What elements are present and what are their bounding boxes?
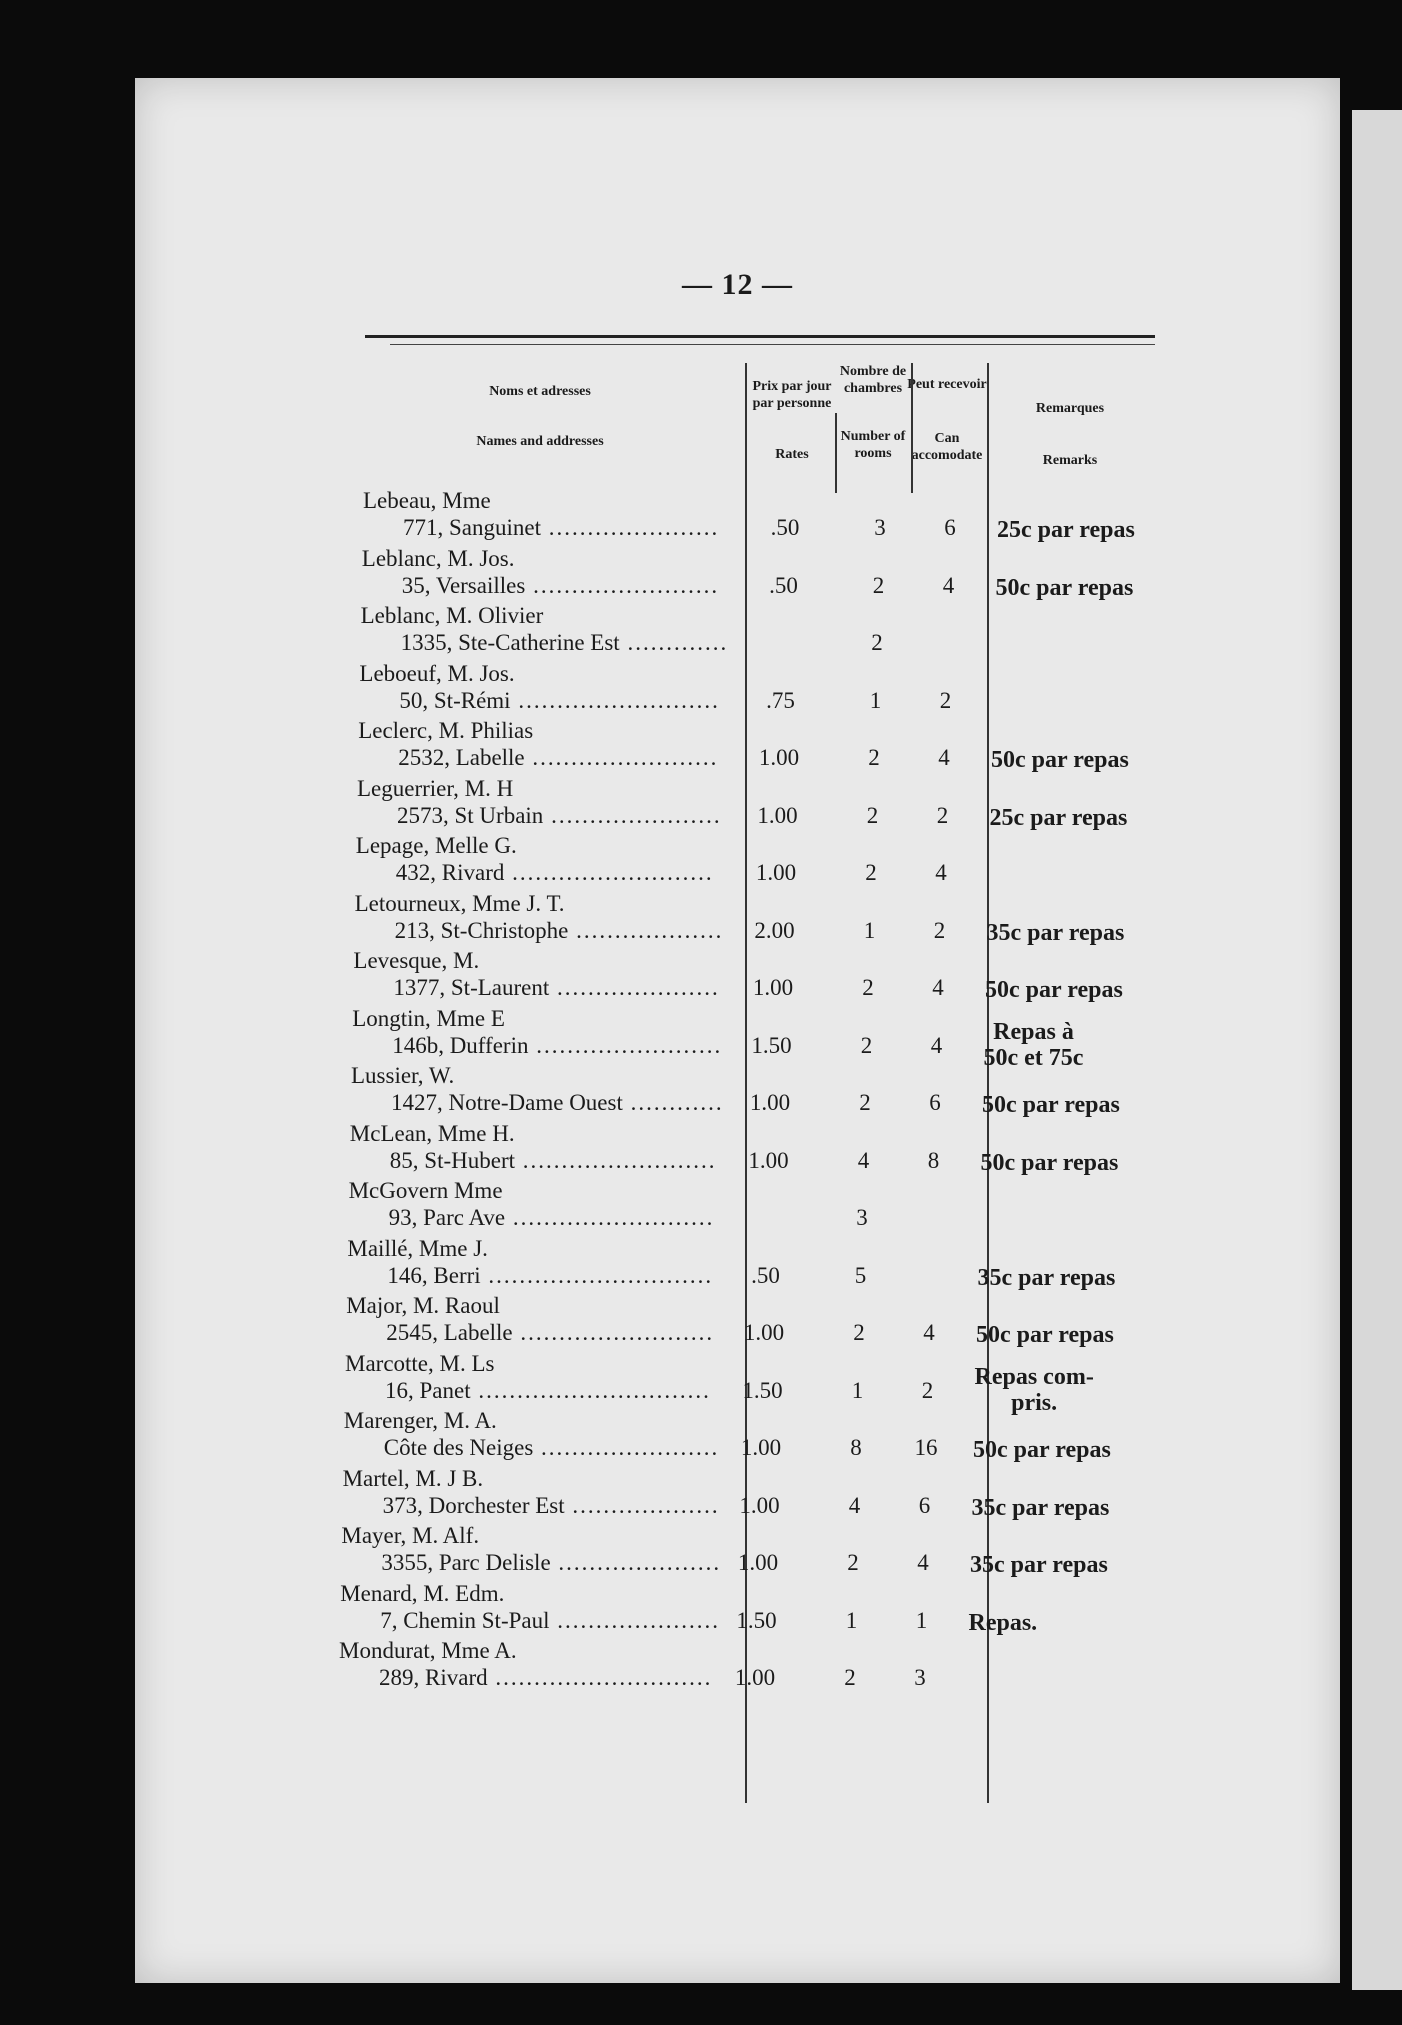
- entry-address-text: 373, Dorchester Est: [382, 1492, 565, 1518]
- entry-rooms: 2: [868, 745, 880, 770]
- entry-name: Leguerrier, M. H: [357, 775, 514, 801]
- leader-dots: ........................: [525, 572, 720, 598]
- entry-rate: .50: [770, 515, 800, 540]
- leader-dots: .......................: [533, 1435, 720, 1460]
- entry-name: Martel, M. J B.: [342, 1465, 484, 1491]
- entry-address: [397, 803, 722, 829]
- entry-remark: 50c par repas: [973, 1437, 1111, 1463]
- leader-dots: ..........................: [505, 1205, 715, 1230]
- entry-rooms: 8: [850, 1435, 862, 1460]
- entry-rate: 1.00: [755, 860, 797, 885]
- entry-address-text: 85, St-Hubert: [389, 1147, 516, 1173]
- entry-address-text: 50, St-Rémi: [399, 687, 511, 713]
- entry-rooms: 2: [871, 630, 883, 655]
- column-divider: [745, 363, 747, 1803]
- leader-dots: ..............................: [470, 1377, 711, 1403]
- entry-rate: 1.00: [758, 745, 800, 770]
- entry-rooms: 2: [866, 802, 879, 828]
- entry-address: [385, 1378, 711, 1404]
- leader-dots: ..........................: [510, 687, 720, 713]
- entry-capacity: 2: [936, 802, 949, 828]
- column-divider: [835, 413, 837, 493]
- entry-name: Leclerc, M. Philias: [358, 718, 534, 743]
- entry-address-text: 289, Rivard: [379, 1665, 488, 1690]
- entry-rate: .50: [751, 1262, 780, 1288]
- entry-rate: 1.50: [736, 1607, 777, 1633]
- entry-name: McGovern Mme: [348, 1178, 503, 1203]
- entry-capacity: 8: [927, 1147, 940, 1173]
- entry-address-text: 432, Rivard: [395, 860, 505, 885]
- leader-dots: ............: [622, 1090, 724, 1115]
- entry-rooms: 3: [874, 515, 886, 540]
- entry-remark: 25c par repas: [997, 517, 1135, 543]
- entry-rooms: 2: [865, 860, 877, 885]
- leader-dots: ........................: [524, 745, 719, 770]
- entry-capacity: 2: [939, 687, 952, 713]
- entry-address: [396, 860, 714, 886]
- leader-dots: .............................: [480, 1262, 714, 1288]
- entry-rooms: 1: [869, 687, 882, 713]
- entry-rooms: 1: [845, 1607, 858, 1633]
- entry-address-text: 1335, Ste-Catherine Est: [400, 630, 620, 655]
- entry-name: Letourneux, Mme J. T.: [354, 890, 565, 916]
- entry-address: [392, 1033, 722, 1059]
- entry-name: Levesque, M.: [353, 948, 480, 973]
- leader-dots: ......................: [543, 802, 722, 828]
- entry-name: Leboeuf, M. Jos.: [359, 660, 515, 686]
- entry-capacity: 1: [915, 1607, 928, 1633]
- entry-name: Marenger, M. A.: [343, 1408, 497, 1433]
- entry-remark: 50c par repas: [985, 977, 1123, 1003]
- entry-address-text: 16, Panet: [385, 1377, 471, 1403]
- entry-address: [386, 1320, 714, 1346]
- entry-name: Leblanc, M. Jos.: [361, 545, 515, 571]
- entry-rooms: 1: [851, 1377, 864, 1403]
- entry-name: Mondurat, Mme A.: [339, 1638, 517, 1663]
- entry-rate: 1.00: [749, 1090, 791, 1115]
- entry-address: [389, 1205, 715, 1231]
- header-remarks-en: Remarks: [1042, 453, 1098, 468]
- leader-dots: .....................: [549, 975, 720, 1000]
- entry-capacity: 16: [914, 1435, 938, 1460]
- entry-address: [383, 1493, 720, 1519]
- entry-address: [391, 1090, 724, 1116]
- entry-rooms: 2: [844, 1665, 856, 1690]
- entry-capacity: 6: [944, 515, 956, 540]
- leader-dots: ........................: [528, 1032, 723, 1058]
- entry-address: [399, 688, 719, 714]
- entry-address: [387, 1263, 713, 1289]
- entry-rate: 1.00: [752, 975, 794, 1000]
- header-names-en: Names and addresses: [476, 434, 604, 449]
- entry-address-text: 213, St-Christophe: [394, 917, 569, 943]
- entry-capacity: 4: [935, 860, 947, 885]
- entry-name: Maillé, Mme J.: [347, 1235, 488, 1261]
- entry-rooms: 2: [862, 975, 874, 1000]
- entry-capacity: 2: [933, 917, 946, 943]
- leader-dots: .....................: [549, 1607, 720, 1633]
- leader-dots: ............................: [487, 1665, 713, 1690]
- entry-name: Lussier, W.: [351, 1063, 455, 1088]
- entry-capacity: 2: [921, 1377, 934, 1403]
- entry-remark: 50c par repas: [991, 747, 1129, 773]
- entry-rooms: 3: [856, 1205, 868, 1230]
- entry-remark: 35c par repas: [977, 1264, 1116, 1291]
- entry-capacity: 6: [929, 1090, 941, 1115]
- leader-dots: .........................: [512, 1320, 715, 1345]
- entry-remark: 50c par repas: [995, 574, 1134, 601]
- header-capacity-fr: Peut recevoir: [907, 377, 987, 392]
- entry-address: [380, 1608, 720, 1634]
- entry-rooms: 5: [854, 1262, 867, 1288]
- entry-rate: 1.00: [740, 1435, 782, 1460]
- entry-capacity: 4: [917, 1550, 929, 1575]
- entry-rate: 2.00: [754, 917, 795, 943]
- entry-capacity: 4: [938, 745, 950, 770]
- entry-rate: 1.00: [739, 1492, 780, 1518]
- entry-rate: 1.00: [743, 1320, 785, 1345]
- entry-capacity: 4: [932, 975, 944, 1000]
- entry-name: McLean, Mme H.: [349, 1120, 515, 1146]
- entry-remark: Repas.: [968, 1609, 1038, 1636]
- entry-address: [379, 1665, 712, 1691]
- entry-name: Menard, M. Edm.: [340, 1580, 505, 1606]
- column-divider: [987, 363, 989, 1803]
- entry-remark: 35c par repas: [970, 1552, 1108, 1578]
- entry-remark: 35c par repas: [971, 1494, 1110, 1521]
- entry-capacity: 6: [918, 1492, 931, 1518]
- entry-name: Marcotte, M. Ls: [345, 1350, 495, 1376]
- entry-rate: 1.50: [751, 1032, 792, 1058]
- entry-name: Longtin, Mme E: [352, 1005, 505, 1031]
- entry-address-text: 93, Parc Ave: [388, 1205, 506, 1230]
- header-capacity-en: Can accomodate: [911, 431, 983, 463]
- entry-address-text: 3355, Parc Delisle: [381, 1550, 551, 1575]
- leader-dots: .............: [619, 630, 729, 655]
- entry-address: [381, 1550, 721, 1576]
- header-rooms-en: Number of rooms: [840, 429, 906, 461]
- entry-remark: 50c par repas: [982, 1092, 1120, 1118]
- entry-capacity: 4: [942, 572, 955, 598]
- adjacent-page-edge: [1352, 110, 1402, 1990]
- entry-address-text: 7, Chemin St-Paul: [380, 1607, 550, 1633]
- entry-address-text: 2545, Labelle: [386, 1320, 513, 1345]
- entry-rooms: 1: [863, 917, 876, 943]
- entry-rooms: 2: [853, 1320, 865, 1345]
- entry-rooms: 4: [848, 1492, 861, 1518]
- entry-rooms: 2: [860, 1032, 873, 1058]
- document-page: [135, 78, 1340, 1983]
- leader-dots: ..........................: [504, 860, 714, 885]
- page-number: — 12 —: [682, 268, 793, 301]
- entry-rooms: 2: [872, 572, 885, 598]
- entry-remark: 25c par repas: [989, 804, 1128, 831]
- entry-rooms: 2: [847, 1550, 859, 1575]
- leader-dots: .....................: [550, 1550, 722, 1575]
- table-top-rule: [365, 335, 1155, 338]
- entry-address-text: 2573, St Urbain: [397, 802, 544, 828]
- header-names-fr: Noms et adresses: [489, 384, 591, 399]
- table-top-rule-thin: [390, 344, 1155, 345]
- entry-rooms: 2: [859, 1090, 871, 1115]
- entry-address-text: 146, Berri: [387, 1262, 481, 1288]
- column-divider: [911, 363, 913, 493]
- entry-address: [402, 573, 719, 599]
- entry-capacity: 4: [923, 1320, 935, 1345]
- entry-address-text: 2532, Labelle: [398, 745, 525, 770]
- header-rooms-fr: Nombre de chambres: [839, 364, 907, 396]
- leader-dots: ...................: [564, 1492, 720, 1518]
- entry-address-text: 146b, Dufferin: [392, 1032, 529, 1058]
- entry-name: Mayer, M. Alf.: [341, 1523, 480, 1548]
- entry-remark: 50c par repas: [980, 1149, 1119, 1176]
- entry-address-text: 771, Sanguinet: [403, 515, 541, 540]
- entry-rate: .50: [769, 572, 798, 598]
- entry-rate: 1.00: [757, 802, 798, 828]
- entry-rate: 1.00: [734, 1665, 776, 1690]
- entry-address: [395, 918, 724, 944]
- entry-address-text: 1427, Notre-Dame Ouest: [391, 1090, 623, 1115]
- entry-address-text: 35, Versailles: [401, 572, 526, 598]
- entry-address-text: 1377, St-Laurent: [393, 975, 550, 1000]
- entry-address: [393, 975, 719, 1001]
- entry-address: [398, 745, 718, 771]
- entry-remark: Repas com- pris.: [974, 1363, 1094, 1416]
- entry-rooms: 4: [857, 1147, 870, 1173]
- header-rates-fr: Prix par jour par personne: [752, 379, 832, 411]
- entry-capacity: 3: [914, 1665, 926, 1690]
- entry-name: Lebeau, Mme: [363, 488, 491, 513]
- entry-name: Lepage, Melle G.: [355, 833, 517, 858]
- leader-dots: ...................: [568, 917, 724, 943]
- entry-address: [403, 515, 719, 541]
- entry-address: [390, 1148, 717, 1174]
- leader-dots: .........................: [515, 1147, 717, 1173]
- entry-name: Leblanc, M. Olivier: [360, 603, 544, 628]
- entry-address-text: Côte des Neiges: [383, 1435, 534, 1460]
- entry-capacity: 4: [930, 1032, 943, 1058]
- header-remarks-fr: Remarques: [1035, 401, 1105, 416]
- entry-rate: 1.00: [737, 1550, 779, 1575]
- entry-address: [401, 630, 729, 656]
- header-rates-en: Rates: [775, 447, 809, 462]
- entry-remark: 35c par repas: [986, 919, 1125, 946]
- entry-rate: 1.50: [742, 1377, 783, 1403]
- leader-dots: ......................: [541, 515, 720, 540]
- entry-rate: 1.00: [748, 1147, 789, 1173]
- entry-remark: 50c par repas: [976, 1322, 1114, 1348]
- entry-name: Major, M. Raoul: [346, 1293, 500, 1318]
- entry-rate: .75: [766, 687, 795, 713]
- entry-address: [384, 1435, 719, 1461]
- entry-remark: Repas à 50c et 75c: [983, 1018, 1084, 1071]
